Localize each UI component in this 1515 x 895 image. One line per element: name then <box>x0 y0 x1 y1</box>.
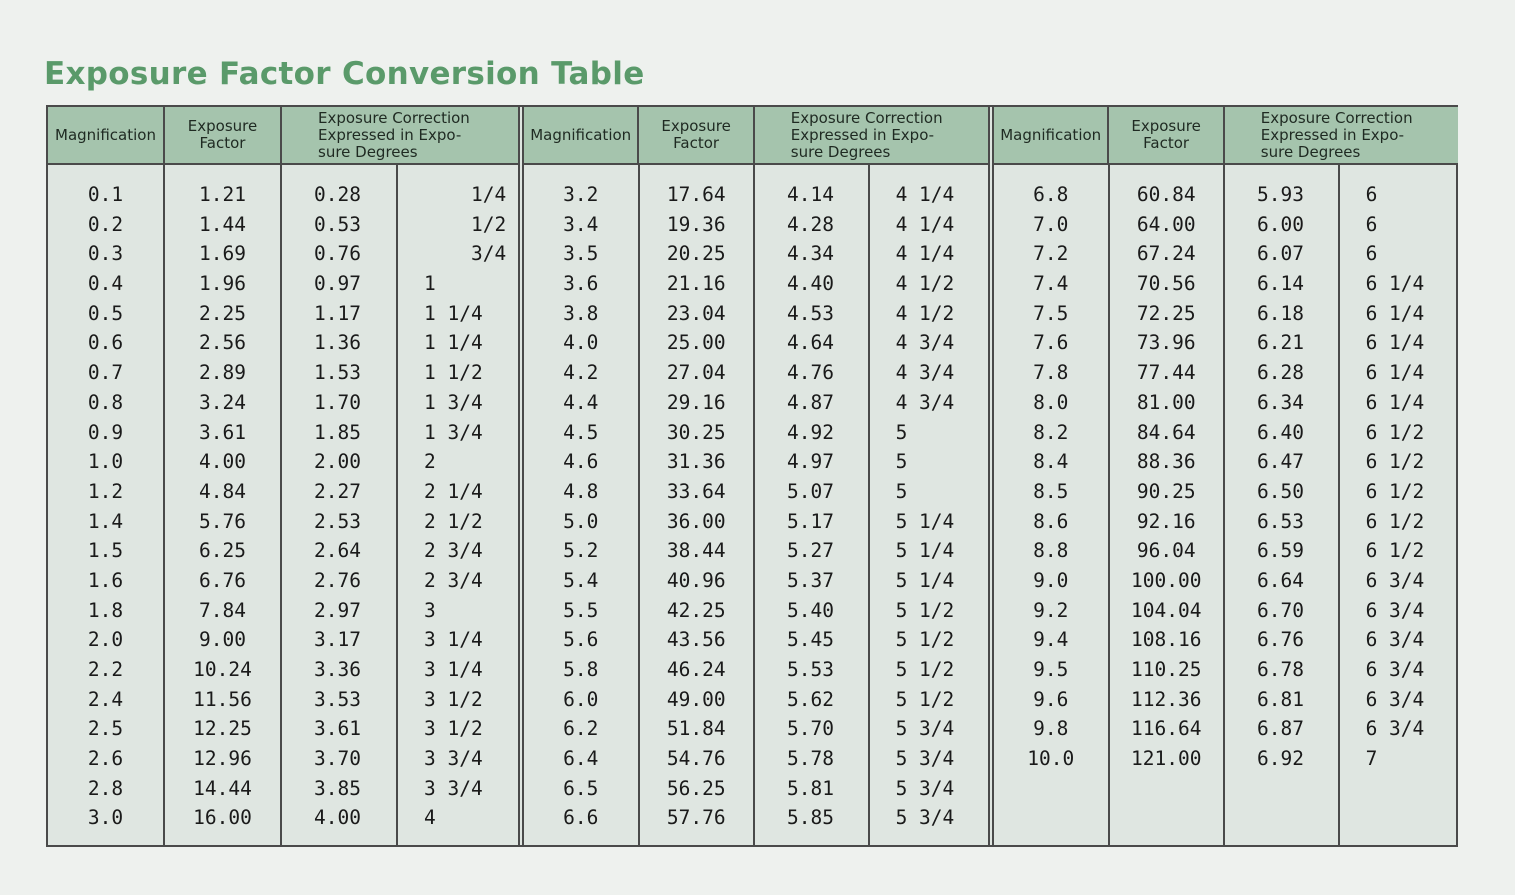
exposure-factor-cell: 7.84 <box>199 598 246 622</box>
correction-degrees-cell: 3.53 <box>314 687 361 711</box>
exposure-factor-cell: 2.89 <box>199 361 246 385</box>
exposure-factor-cell: 92.16 <box>1136 509 1196 533</box>
magnification-cell: 3.6 <box>563 272 599 296</box>
correction-fraction-cell: 4 3/4 <box>895 361 955 385</box>
exposure-factor-cell: 16.00 <box>193 806 252 830</box>
exposure-factor-cell: 100.00 <box>1131 568 1202 592</box>
correction-fraction-cell: 1 1/2 <box>424 361 483 385</box>
correction-fraction-cell: 3/4 <box>424 242 507 266</box>
magnification-cell: 4.0 <box>563 331 599 355</box>
correction-fraction-cell: 6 3/4 <box>1365 717 1425 741</box>
correction-fraction-cell: 7 <box>1365 747 1378 771</box>
magnification-cell: 6.6 <box>563 806 599 830</box>
correction-degrees-cell: 6.18 <box>1257 301 1304 325</box>
exposure-factor-header: Exposure Factor <box>1109 107 1224 163</box>
exposure-factor-header: Exposure Factor <box>639 107 754 163</box>
correction-degrees-cell: 6.76 <box>1257 628 1304 652</box>
magnification-cell: 1.4 <box>87 509 124 533</box>
correction-fraction-cell: 6 1/4 <box>1365 361 1425 385</box>
correction-degrees-cell: 2.00 <box>314 450 361 474</box>
exposure-factor-cell: 17.64 <box>666 183 726 206</box>
correction-fraction-cell: 5 3/4 <box>895 806 955 830</box>
correction-degrees-cell: 6.28 <box>1257 361 1304 385</box>
magnification-cell: 9.8 <box>1033 717 1069 741</box>
page-title: Exposure Factor Conversion Table <box>44 56 645 92</box>
magnification-cell: 5.6 <box>563 628 599 652</box>
exposure-correction-header: Exposure Correction Expressed in Expo- sure Degrees <box>1260 108 1413 161</box>
exposure-factor-header: Exposure Factor <box>165 107 282 163</box>
correction-degrees-cell: 1.36 <box>314 331 361 355</box>
table-body <box>524 165 988 845</box>
correction-degrees-cell: 6.50 <box>1257 479 1304 503</box>
exposure-factor-cell: 60.84 <box>1136 183 1196 206</box>
magnification-cell: 3.5 <box>563 242 599 266</box>
correction-fraction-cell: 3 <box>424 598 436 622</box>
exposure-correction-header: Exposure Correction Expressed in Expo- sure Degrees <box>318 108 470 161</box>
exposure-factor-cell: 54.76 <box>666 747 726 771</box>
correction-degrees-cell: 5.93 <box>1257 183 1304 206</box>
exposure-factor-cell: 14.44 <box>193 776 252 800</box>
correction-degrees-cell: 6.87 <box>1257 717 1304 741</box>
magnification-cell: 6.4 <box>563 747 599 771</box>
correction-degrees-cell: 1.85 <box>314 420 361 444</box>
magnification-cell: 1.5 <box>87 539 124 563</box>
exposure-factor-cell: 9.00 <box>199 628 246 652</box>
correction-fraction-cell: 5 3/4 <box>895 717 955 741</box>
magnification-cell: 0.2 <box>87 212 124 236</box>
correction-fraction-cell: 4 1/4 <box>895 183 955 206</box>
table-body <box>994 165 1458 845</box>
magnification-cell: 3.2 <box>563 183 599 206</box>
magnification-cell: 4.4 <box>563 390 599 414</box>
correction-fraction-cell: 6 <box>1365 183 1378 206</box>
magnification-cell: 3.0 <box>87 806 124 830</box>
correction-degrees-cell: 5.07 <box>787 479 834 503</box>
exposure-factor-cell: 43.56 <box>666 628 726 652</box>
correction-degrees-cell: 4.92 <box>787 420 834 444</box>
correction-degrees-cell: 5.62 <box>787 687 834 711</box>
magnification-cell: 8.6 <box>1033 509 1069 533</box>
correction-fraction-cell: 5 3/4 <box>895 747 955 771</box>
correction-fraction-cell: 5 <box>895 420 908 444</box>
correction-fraction-cell: 6 1/4 <box>1365 390 1425 414</box>
exposure-factor-cell: 21.16 <box>666 272 726 296</box>
exposure-factor-cell: 77.44 <box>1136 361 1196 385</box>
correction-fraction-cell: 6 1/4 <box>1365 272 1425 296</box>
magnification-cell: 0.1 <box>87 183 124 206</box>
correction-fraction-cell: 4 1/2 <box>895 301 955 325</box>
correction-fraction-cell: 6 3/4 <box>1365 658 1425 681</box>
correction-fraction-cell: 3 3/4 <box>424 776 483 800</box>
correction-degrees-cell: 5.17 <box>787 509 834 533</box>
correction-fraction-cell: 5 1/4 <box>895 568 955 592</box>
exposure-factor-cell: 1.21 <box>199 183 246 206</box>
table-body <box>48 165 518 845</box>
magnification-cell: 6.2 <box>563 717 599 741</box>
magnification-cell: 0.6 <box>87 331 124 355</box>
magnification-cell: 2.8 <box>87 776 124 800</box>
correction-fraction-cell: 6 1/2 <box>1365 450 1425 474</box>
table-panel-2 <box>518 107 988 845</box>
magnification-cell: 0.4 <box>87 272 124 296</box>
correction-degrees-cell: 0.76 <box>314 242 361 266</box>
correction-degrees-cell: 2.64 <box>314 539 361 563</box>
correction-degrees-cell: 1.17 <box>314 301 361 325</box>
correction-fraction-cell: 1 1/4 <box>424 301 483 325</box>
correction-degrees-cell: 5.85 <box>787 806 834 830</box>
correction-degrees-cell: 6.81 <box>1257 687 1304 711</box>
magnification-cell: 5.4 <box>563 568 599 592</box>
magnification-column <box>48 165 165 845</box>
exposure-factor-cell: 108.16 <box>1131 628 1202 652</box>
magnification-cell: 1.8 <box>87 598 124 622</box>
magnification-cell: 8.4 <box>1033 450 1069 474</box>
correction-fraction-cell: 6 1/2 <box>1365 479 1425 503</box>
correction-degrees-cell: 2.97 <box>314 598 361 622</box>
correction-degrees-cell: 4.00 <box>314 806 361 830</box>
correction-fraction-cell: 6 1/4 <box>1365 331 1425 355</box>
correction-fraction-cell: 4 1/4 <box>895 212 955 236</box>
exposure-factor-cell: 11.56 <box>193 687 252 711</box>
correction-fraction-cell: 6 1/2 <box>1365 509 1425 533</box>
exposure-factor-cell: 12.25 <box>193 717 252 741</box>
correction-degrees-cell: 5.45 <box>787 628 834 652</box>
magnification-cell: 4.6 <box>563 450 599 474</box>
correction-fraction-cell: 2 3/4 <box>424 568 483 592</box>
exposure-factor-cell: 110.25 <box>1131 658 1202 681</box>
correction-fraction-cell: 6 3/4 <box>1365 568 1425 592</box>
correction-fraction-cell: 4 3/4 <box>895 331 955 355</box>
correction-fraction-cell: 5 1/2 <box>895 658 955 681</box>
correction-degrees-cell: 4.40 <box>787 272 834 296</box>
magnification-cell: 9.0 <box>1033 568 1069 592</box>
exposure-factor-cell: 30.25 <box>666 420 726 444</box>
correction-fraction-cell: 6 1/2 <box>1365 420 1425 444</box>
correction-fraction-cell: 3 3/4 <box>424 747 483 771</box>
exposure-factor-cell: 4.84 <box>199 479 246 503</box>
exposure-factor-cell: 73.96 <box>1136 331 1196 355</box>
factor-column <box>1110 165 1226 845</box>
magnification-cell: 9.5 <box>1033 658 1069 681</box>
exposure-factor-cell: 70.56 <box>1136 272 1196 296</box>
correction-fraction-cell: 4 <box>424 806 436 830</box>
exposure-factor-cell: 88.36 <box>1136 450 1196 474</box>
exposure-factor-cell: 67.24 <box>1136 242 1196 266</box>
magnification-header: Magnification <box>524 107 639 163</box>
correction-degrees-cell: 5.40 <box>787 598 834 622</box>
correction-degrees-cell: 6.59 <box>1257 539 1304 563</box>
exposure-factor-cell: 1.69 <box>199 242 246 266</box>
magnification-cell: 2.2 <box>87 658 124 681</box>
exposure-factor-cell: 64.00 <box>1136 212 1196 236</box>
exposure-factor-cell: 36.00 <box>666 509 726 533</box>
correction-fraction-cell: 1/4 <box>424 183 507 206</box>
exposure-factor-cell: 112.36 <box>1131 687 1202 711</box>
table-header-row <box>994 107 1458 165</box>
exposure-factor-cell: 116.64 <box>1131 717 1202 741</box>
correction-degrees-cell: 4.53 <box>787 301 834 325</box>
correction-fraction-cell: 6 <box>1365 212 1378 236</box>
magnification-cell: 8.8 <box>1033 539 1069 563</box>
correction-fraction-cell: 4 1/2 <box>895 272 955 296</box>
magnification-cell: 3.4 <box>563 212 599 236</box>
magnification-column <box>994 165 1110 845</box>
factor-column <box>165 165 282 845</box>
correction-degrees-cell: 3.61 <box>314 717 361 741</box>
magnification-cell: 0.3 <box>87 242 124 266</box>
magnification-cell: 6.5 <box>563 776 599 800</box>
magnification-cell: 0.5 <box>87 301 124 325</box>
magnification-cell: 6.8 <box>1033 183 1069 206</box>
correction-fraction-cell: 5 <box>895 450 908 474</box>
magnification-cell: 7.8 <box>1033 361 1069 385</box>
correction-fraction-cell: 6 3/4 <box>1365 598 1425 622</box>
correction-fraction-cell: 6 3/4 <box>1365 628 1425 652</box>
magnification-cell: 6.0 <box>563 687 599 711</box>
correction-fraction-cell: 1/2 <box>424 212 507 236</box>
magnification-cell: 4.8 <box>563 479 599 503</box>
magnification-cell: 1.6 <box>87 568 124 592</box>
magnification-cell: 8.2 <box>1033 420 1069 444</box>
correction-degrees-cell: 2.27 <box>314 479 361 503</box>
table-header-row <box>48 107 518 165</box>
exposure-factor-cell: 3.24 <box>199 390 246 414</box>
exposure-factor-cell: 19.36 <box>666 212 726 236</box>
magnification-cell: 4.5 <box>563 420 599 444</box>
correction-fraction-cell: 5 1/4 <box>895 509 955 533</box>
correction-degrees-cell: 6.07 <box>1257 242 1304 266</box>
magnification-cell: 1.2 <box>87 479 124 503</box>
exposure-factor-cell: 90.25 <box>1136 479 1196 503</box>
fraction-column <box>398 165 518 845</box>
correction-degrees-cell: 5.27 <box>787 539 834 563</box>
correction-fraction-cell: 5 1/2 <box>895 687 955 711</box>
exposure-factor-cell: 25.00 <box>666 331 726 355</box>
correction-degrees-cell: 6.78 <box>1257 658 1304 681</box>
magnification-cell: 7.4 <box>1033 272 1069 296</box>
correction-fraction-cell: 1 1/4 <box>424 331 483 355</box>
correction-fraction-cell: 1 3/4 <box>424 390 483 414</box>
correction-fraction-cell: 5 1/2 <box>895 628 955 652</box>
exposure-factor-cell: 84.64 <box>1136 420 1196 444</box>
fraction-column <box>870 165 988 845</box>
magnification-cell: 1.0 <box>87 450 124 474</box>
magnification-cell: 9.6 <box>1033 687 1069 711</box>
exposure-factor-cell: 1.96 <box>199 272 246 296</box>
magnification-cell: 0.8 <box>87 390 124 414</box>
correction-degrees-cell: 6.34 <box>1257 390 1304 414</box>
magnification-cell: 8.0 <box>1033 390 1069 414</box>
magnification-cell: 7.5 <box>1033 301 1069 325</box>
correction-degrees-cell: 5.81 <box>787 776 834 800</box>
correction-degrees-cell: 5.53 <box>787 658 834 681</box>
exposure-factor-cell: 29.16 <box>666 390 726 414</box>
magnification-cell: 5.2 <box>563 539 599 563</box>
magnification-cell: 5.0 <box>563 509 599 533</box>
magnification-header: Magnification <box>48 107 165 163</box>
exposure-factor-cell: 72.25 <box>1136 301 1196 325</box>
correction-fraction-cell: 5 1/4 <box>895 539 955 563</box>
correction-degrees-cell: 2.76 <box>314 568 361 592</box>
exposure-factor-cell: 57.76 <box>666 806 726 830</box>
correction-degrees-cell: 6.92 <box>1257 747 1304 771</box>
correction-degrees-cell: 4.34 <box>787 242 834 266</box>
correction-degrees-cell: 3.17 <box>314 628 361 652</box>
correction-fraction-cell: 4 1/4 <box>895 242 955 266</box>
factor-column <box>640 165 756 845</box>
correction-degrees-cell: 5.78 <box>787 747 834 771</box>
magnification-cell: 2.0 <box>87 628 124 652</box>
correction-degrees-cell: 0.97 <box>314 272 361 296</box>
magnification-cell: 4.2 <box>563 361 599 385</box>
magnification-cell: 2.4 <box>87 687 124 711</box>
correction-degrees-cell: 6.64 <box>1257 568 1304 592</box>
table-header-row <box>524 107 988 165</box>
exposure-factor-cell: 49.00 <box>666 687 726 711</box>
correction-fraction-cell: 3 1/4 <box>424 658 483 681</box>
table-panel-3 <box>988 107 1458 845</box>
degrees-column <box>755 165 870 845</box>
correction-fraction-cell: 6 3/4 <box>1365 687 1425 711</box>
correction-degrees-cell: 4.97 <box>787 450 834 474</box>
exposure-factor-cell: 3.61 <box>199 420 246 444</box>
exposure-factor-cell: 56.25 <box>666 776 726 800</box>
exposure-factor-cell: 6.25 <box>199 539 246 563</box>
exposure-factor-cell: 10.24 <box>193 658 252 681</box>
table-panel-1 <box>48 107 518 845</box>
exposure-factor-cell: 104.04 <box>1131 598 1202 622</box>
magnification-cell: 0.9 <box>87 420 124 444</box>
exposure-factor-cell: 6.76 <box>199 568 246 592</box>
correction-degrees-cell: 6.47 <box>1257 450 1304 474</box>
magnification-cell: 7.2 <box>1033 242 1069 266</box>
exposure-factor-cell: 40.96 <box>666 568 726 592</box>
correction-fraction-cell: 5 1/2 <box>895 598 955 622</box>
correction-degrees-cell: 0.28 <box>314 183 361 206</box>
correction-fraction-cell: 6 1/4 <box>1365 301 1425 325</box>
exposure-factor-cell: 121.00 <box>1131 747 1202 771</box>
correction-fraction-cell: 6 <box>1365 242 1378 266</box>
magnification-cell: 9.2 <box>1033 598 1069 622</box>
correction-degrees-cell: 1.53 <box>314 361 361 385</box>
correction-degrees-cell: 1.70 <box>314 390 361 414</box>
magnification-cell: 7.0 <box>1033 212 1069 236</box>
correction-fraction-cell: 4 3/4 <box>895 390 955 414</box>
magnification-cell: 0.7 <box>87 361 124 385</box>
correction-fraction-cell: 5 3/4 <box>895 776 955 800</box>
exposure-factor-cell: 46.24 <box>666 658 726 681</box>
exposure-factor-cell: 27.04 <box>666 361 726 385</box>
exposure-factor-cell: 1.44 <box>199 212 246 236</box>
magnification-header: Magnification <box>994 107 1109 163</box>
exposure-factor-cell: 31.36 <box>666 450 726 474</box>
exposure-factor-cell: 23.04 <box>666 301 726 325</box>
magnification-cell: 5.8 <box>563 658 599 681</box>
exposure-factor-cell: 2.56 <box>199 331 246 355</box>
exposure-factor-cell: 5.76 <box>199 509 246 533</box>
correction-degrees-cell: 6.40 <box>1257 420 1304 444</box>
exposure-factor-cell: 12.96 <box>193 747 252 771</box>
exposure-correction-header: Exposure Correction Expressed in Expo- sure Degrees <box>790 108 943 161</box>
correction-degrees-cell: 6.14 <box>1257 272 1304 296</box>
correction-fraction-cell: 1 3/4 <box>424 420 483 444</box>
correction-degrees-cell: 6.00 <box>1257 212 1304 236</box>
correction-fraction-cell: 2 <box>424 450 436 474</box>
magnification-cell: 3.8 <box>563 301 599 325</box>
exposure-factor-cell: 96.04 <box>1136 539 1196 563</box>
correction-fraction-cell: 3 1/4 <box>424 628 483 652</box>
exposure-factor-cell: 33.64 <box>666 479 726 503</box>
exposure-factor-cell: 81.00 <box>1136 390 1196 414</box>
exposure-factor-cell: 42.25 <box>666 598 726 622</box>
magnification-cell: 2.6 <box>87 747 124 771</box>
magnification-cell: 8.5 <box>1033 479 1069 503</box>
correction-fraction-cell: 6 1/2 <box>1365 539 1425 563</box>
magnification-cell: 10.0 <box>1027 747 1075 771</box>
correction-degrees-cell: 6.70 <box>1257 598 1304 622</box>
magnification-cell: 7.6 <box>1033 331 1069 355</box>
correction-fraction-cell: 2 1/2 <box>424 509 483 533</box>
correction-degrees-cell: 2.53 <box>314 509 361 533</box>
correction-degrees-cell: 4.14 <box>787 183 834 206</box>
correction-fraction-cell: 3 1/2 <box>424 717 483 741</box>
exposure-factor-cell: 20.25 <box>666 242 726 266</box>
correction-degrees-cell: 5.37 <box>787 568 834 592</box>
exposure-factor-cell: 38.44 <box>666 539 726 563</box>
correction-degrees-cell: 4.28 <box>787 212 834 236</box>
correction-degrees-cell: 4.76 <box>787 361 834 385</box>
correction-degrees-cell: 5.70 <box>787 717 834 741</box>
exposure-factor-cell: 2.25 <box>199 301 246 325</box>
correction-fraction-cell: 1 <box>424 272 436 296</box>
magnification-cell: 9.4 <box>1033 628 1069 652</box>
correction-degrees-cell: 6.21 <box>1257 331 1304 355</box>
correction-degrees-cell: 4.64 <box>787 331 834 355</box>
correction-degrees-cell: 6.53 <box>1257 509 1304 533</box>
fraction-column <box>1340 165 1458 845</box>
magnification-cell: 5.5 <box>563 598 599 622</box>
magnification-cell: 2.5 <box>87 717 124 741</box>
correction-degrees-cell: 0.53 <box>314 212 361 236</box>
magnification-column <box>524 165 640 845</box>
correction-fraction-cell: 3 1/2 <box>424 687 483 711</box>
correction-fraction-cell: 2 3/4 <box>424 539 483 563</box>
degrees-column <box>282 165 398 845</box>
correction-degrees-cell: 3.36 <box>314 658 361 681</box>
correction-degrees-cell: 3.70 <box>314 747 361 771</box>
exposure-factor-cell: 51.84 <box>666 717 726 741</box>
exposure-factor-cell: 4.00 <box>199 450 246 474</box>
conversion-table <box>46 105 1458 847</box>
correction-fraction-cell: 2 1/4 <box>424 479 483 503</box>
correction-degrees-cell: 3.85 <box>314 776 361 800</box>
degrees-column <box>1225 165 1340 845</box>
correction-fraction-cell: 5 <box>895 479 908 503</box>
correction-degrees-cell: 4.87 <box>787 390 834 414</box>
